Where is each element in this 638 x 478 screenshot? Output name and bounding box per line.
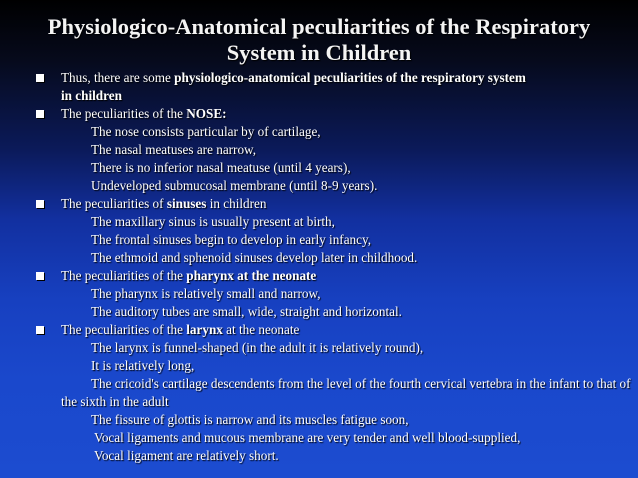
bullet-larynx [36, 321, 634, 339]
sub-item: The ethmoid and sphenoid sinuses develop later in childhood. [91, 250, 418, 265]
sub-item: The maxillary sinus is usually present at birth, [91, 214, 335, 229]
sub-item: There is no inferior nasal meatuse (until 4 years), [91, 160, 351, 175]
title-line-2: System in Children [226, 40, 412, 65]
bullet-intro [36, 69, 634, 87]
sub-item: The pharynx is relatively small and narrow, [91, 286, 321, 301]
bullet-pharynx [36, 267, 634, 285]
square-bullet-icon [36, 272, 44, 280]
bullet-nose [36, 105, 634, 123]
bullet-text: The peculiarities of the NOSE: [61, 106, 227, 121]
bullet-sinuses [36, 195, 634, 213]
bullet-text: Thus, there are some physiologico-anatomical peculiarities of the respiratory system [61, 70, 526, 85]
title-line-1: Physiologico-Anatomical peculiarities of the Respiratory [47, 14, 591, 39]
sub-item: The frontal sinuses begin to develop in early infancy, [91, 232, 372, 247]
slide-body [36, 69, 634, 465]
sub-item: It is relatively long, [91, 358, 195, 373]
sub-item: The auditory tubes are small, wide, straight and horizontal. [91, 304, 402, 319]
bullet-text: The peculiarities of the pharynx at the neonate [61, 268, 317, 283]
bullet-text-continued: in children [61, 88, 122, 103]
slide-title [0, 14, 638, 66]
sub-item: Vocal ligament are relatively short. [94, 448, 279, 463]
square-bullet-icon [36, 326, 44, 334]
bullet-text: The peculiarities of sinuses in children [61, 196, 267, 211]
sub-item: The cricoid's cartilage descendents from the level of the fourth cervical vertebra in the infant to that of the sixth in the adult [61, 376, 631, 409]
bullet-text: The peculiarities of the larynx at the neonate [61, 322, 300, 337]
sub-item: The nose consists particular by of cartilage, [91, 124, 321, 139]
sub-item: The larynx is funnel-shaped (in the adult it is relatively round), [91, 340, 424, 355]
sub-item: The fissure of glottis is narrow and its muscles fatigue soon, [91, 412, 409, 427]
square-bullet-icon [36, 200, 44, 208]
square-bullet-icon [36, 74, 44, 82]
sub-item: Vocal ligaments and mucous membrane are very tender and well blood-supplied, [94, 430, 521, 445]
sub-item: The nasal meatuses are narrow, [91, 142, 257, 157]
sub-item: Undeveloped submucosal membrane (until 8-9 years). [91, 178, 378, 193]
square-bullet-icon [36, 110, 44, 118]
